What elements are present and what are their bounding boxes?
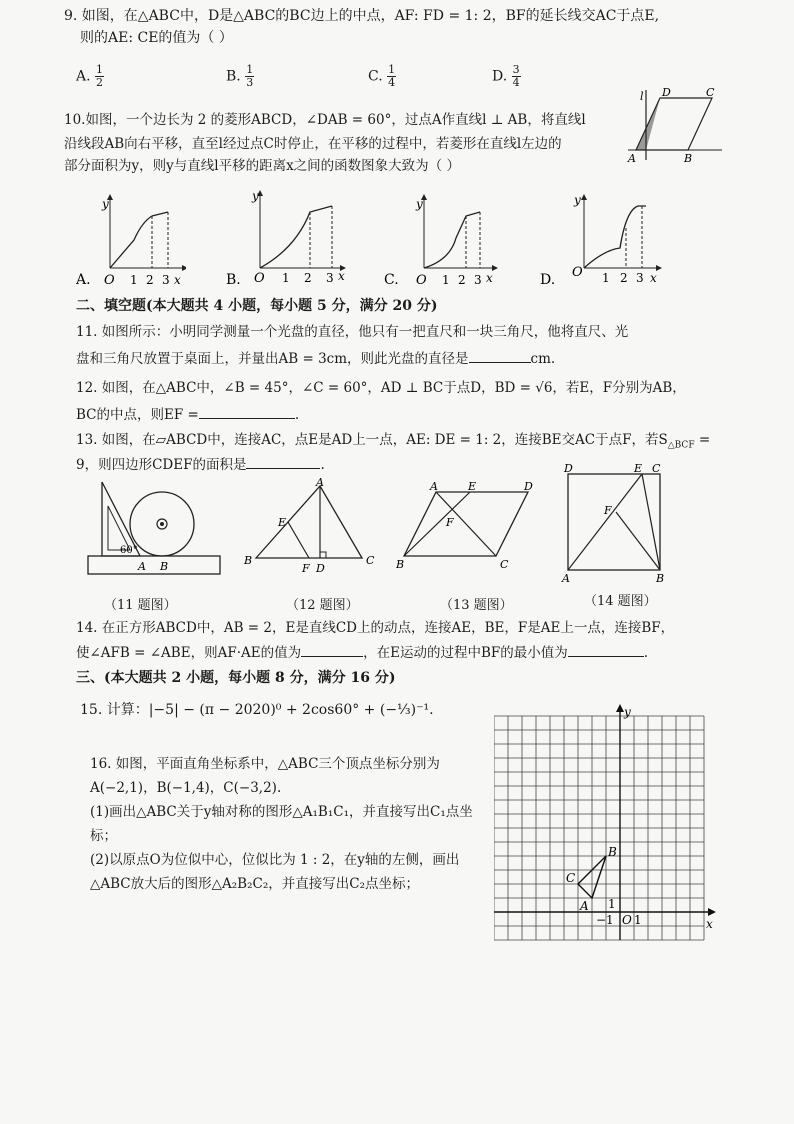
q9-line1: 9. 如图，在△ABC中，D是△ABC的BC边上的中点，AF: FD = 1: 2，BF的延长线交AC于点E,: [64, 8, 660, 24]
q9-line2: 则的AE: CE的值为（ ）: [80, 30, 233, 46]
graph-a-t1: 1: [130, 273, 138, 287]
fig14-label-a: A: [562, 572, 570, 584]
graph-a-o: O: [104, 273, 115, 288]
fig11-angle: 60°: [120, 545, 138, 556]
fig11-ruler-disc: [84, 476, 224, 580]
q10-label-l: l: [640, 90, 644, 103]
graph-d-t3: 3: [636, 271, 644, 285]
q10-graph-a: [76, 180, 186, 290]
fig14-label-e: E: [634, 464, 643, 475]
q11-line1: 11. 如图所示：小明同学测量一个光盘的直径，他只有一把直尺和一块三角尺，他将直尺、光: [76, 324, 629, 340]
q13-line2: 9，则四边形CDEF的面积是 .: [76, 454, 325, 475]
q10-label-b: B: [684, 152, 693, 165]
graph-b-t2: 2: [304, 271, 312, 285]
grid-label-c: C: [566, 871, 576, 885]
graph-b-o: O: [254, 271, 265, 286]
graph-a-t2: 2: [146, 273, 154, 287]
fig13-parallelogram: [396, 480, 546, 576]
grid-label-one-y: 1: [608, 897, 616, 911]
graph-a-letter: A.: [76, 272, 91, 288]
q13-line1: 13. 如图，在▱ABCD中，连接AC，点E是AD上一点，AE: DE = 1: 2，连接BE交AC于点F，若$S_{\triangle BCF}$ =: [76, 432, 711, 451]
fig14-caption: （14 题图）: [584, 594, 657, 609]
graph-a-t3: 3: [162, 273, 170, 287]
q9-option-c: C. $\frac{1}{4}$: [368, 63, 396, 89]
graph-a-y: y: [102, 197, 109, 211]
graph-b-t3: 3: [326, 271, 334, 285]
q16-coordinate-grid: [494, 702, 720, 942]
q12-line1: 12. 如图，在△ABC中，∠B = 45°，∠C = 60°，AD ⊥ BC于点D，BD = √6，若E，F分别为AB，: [76, 380, 686, 396]
graph-c-t2: 2: [458, 273, 466, 287]
graph-b-x: x: [338, 269, 345, 283]
q13-answer-blank: [246, 454, 320, 469]
q14-answer-blank-2: [568, 642, 644, 657]
section-2-heading: 二、填空题(本大题共 4 小题，每小题 5 分，满分 20 分): [76, 298, 438, 314]
fig12-label-d: D: [316, 562, 325, 575]
fig12-caption: （12 题图）: [286, 598, 359, 613]
q10-graph-d: [540, 180, 664, 290]
graph-c-t1: 1: [442, 273, 450, 287]
fig12-label-a: A: [316, 478, 324, 489]
graph-d-x: x: [650, 271, 657, 285]
graph-d-t2: 2: [620, 271, 628, 285]
fig11-caption: （11 题图）: [104, 598, 177, 613]
grid-label-y: y: [624, 705, 631, 719]
graph-b-letter: B.: [226, 272, 241, 288]
graph-d-letter: D.: [540, 272, 556, 288]
graph-c-o: O: [416, 273, 427, 288]
fig13-label-e: E: [468, 480, 477, 493]
fig14-square: [560, 464, 672, 584]
q12-answer-blank: [199, 404, 295, 419]
fig11-label-b: B: [160, 560, 169, 573]
grid-label-neg1: −1: [596, 913, 614, 927]
grid-label-origin: O: [622, 913, 632, 927]
graph-d-t1: 1: [602, 271, 610, 285]
graph-d-y: y: [574, 193, 581, 207]
graph-b-y: y: [252, 189, 259, 203]
q9-option-d: D. $\frac{3}{4}$: [492, 63, 520, 89]
section-3-heading: 三、(本大题共 2 小题，每小题 8 分，满分 16 分): [76, 670, 396, 686]
fig12-label-f: F: [302, 562, 310, 575]
fig13-label-f: F: [446, 516, 454, 529]
fig13-label-b: B: [396, 558, 405, 571]
fig12-label-c: C: [366, 554, 375, 567]
q14-answer-blank-1: [301, 642, 363, 657]
fig13-label-c: C: [500, 558, 509, 571]
q10-line1: 10.如图，一个边长为 2 的菱形ABCD，∠DAB = 60°，过点A作直线l ⊥ AB，将直线l: [64, 112, 586, 128]
grid-label-x: x: [706, 917, 713, 931]
grid-label-one-x: 1: [634, 913, 642, 927]
q14-line1: 14. 在正方形ABCD中，AB = 2，E是直线CD上的动点，连接AE，BE，F是AE上一点，连接BF，: [76, 620, 675, 636]
fig14-label-f: F: [604, 504, 612, 517]
q12-line2: BC的中点，则EF = .: [76, 404, 299, 425]
fig14-label-d: D: [564, 464, 573, 475]
q16-line3: (1)画出△ABC关于y轴对称的图形△A₁B₁C₁，并直接写出C₁点坐: [90, 804, 473, 820]
q9-option-a: A. $\frac{1}{2}$: [76, 63, 104, 89]
q10-rhombus-figure: [624, 86, 724, 166]
q10-graph-b: [226, 176, 346, 290]
fig13-caption: （13 题图）: [440, 598, 513, 613]
grid-label-b: B: [608, 845, 617, 859]
graph-d-o: O: [572, 265, 583, 280]
q16-line6: △ABC放大后的图形△A₂B₂C₂，并直接写出C₂点坐标；: [90, 876, 419, 892]
q10-line2: 沿线段AB向右平移，直至l经过点C时停止，在平移的过程中，若菱形在直线l左边的: [64, 136, 562, 152]
q14-line2: 使∠AFB = ∠ABE，则AF·AE的值为 ，在E运动的过程中BF的最小值为 .: [76, 642, 648, 663]
q16-line4: 标；: [90, 828, 117, 844]
q16-line5: (2)以原点O为位似中心，位似比为 1 : 2，在y轴的左侧，画出: [90, 852, 460, 868]
fig14-label-b: B: [656, 572, 665, 584]
q10-graph-c: [384, 180, 498, 290]
q16-line1: 16. 如图，平面直角坐标系中，△ABC三个顶点坐标分别为: [90, 756, 440, 772]
graph-c-letter: C.: [384, 272, 399, 288]
fig13-label-d: D: [524, 480, 533, 493]
q15-text: 15. 计算：|−5| − (π − 2020)⁰ + 2cos60° + (−⅓)⁻¹.: [80, 702, 434, 718]
q10-label-a: A: [628, 152, 636, 165]
graph-a-x: x: [174, 273, 181, 287]
fig11-label-a: A: [138, 560, 146, 573]
graph-c-t3: 3: [474, 273, 482, 287]
fig13-label-a: A: [430, 480, 438, 493]
fig14-label-c: C: [652, 464, 661, 475]
q11-answer-blank: [469, 348, 531, 363]
q10-label-d: D: [662, 86, 671, 99]
q16-line2: A(−2,1)，B(−1,4)，C(−3,2).: [90, 780, 282, 796]
q10-label-c: C: [706, 86, 715, 99]
grid-label-a: A: [580, 899, 589, 913]
graph-c-x: x: [486, 271, 493, 285]
graph-c-y: y: [416, 197, 423, 211]
q11-line2: 盘和三角尺放置于桌面上，并量出AB = 3cm，则此光盘的直径是 cm.: [76, 348, 555, 369]
fig12-triangle: [242, 478, 378, 578]
q9-option-b: B. $\frac{1}{3}$: [226, 63, 254, 89]
graph-b-t1: 1: [282, 271, 290, 285]
fig12-label-e: E: [278, 516, 287, 529]
q10-line3: 部分面积为y，则y与直线l平移的距离x之间的函数图象大致为（ ）: [64, 158, 460, 174]
fig12-label-b: B: [244, 554, 253, 567]
